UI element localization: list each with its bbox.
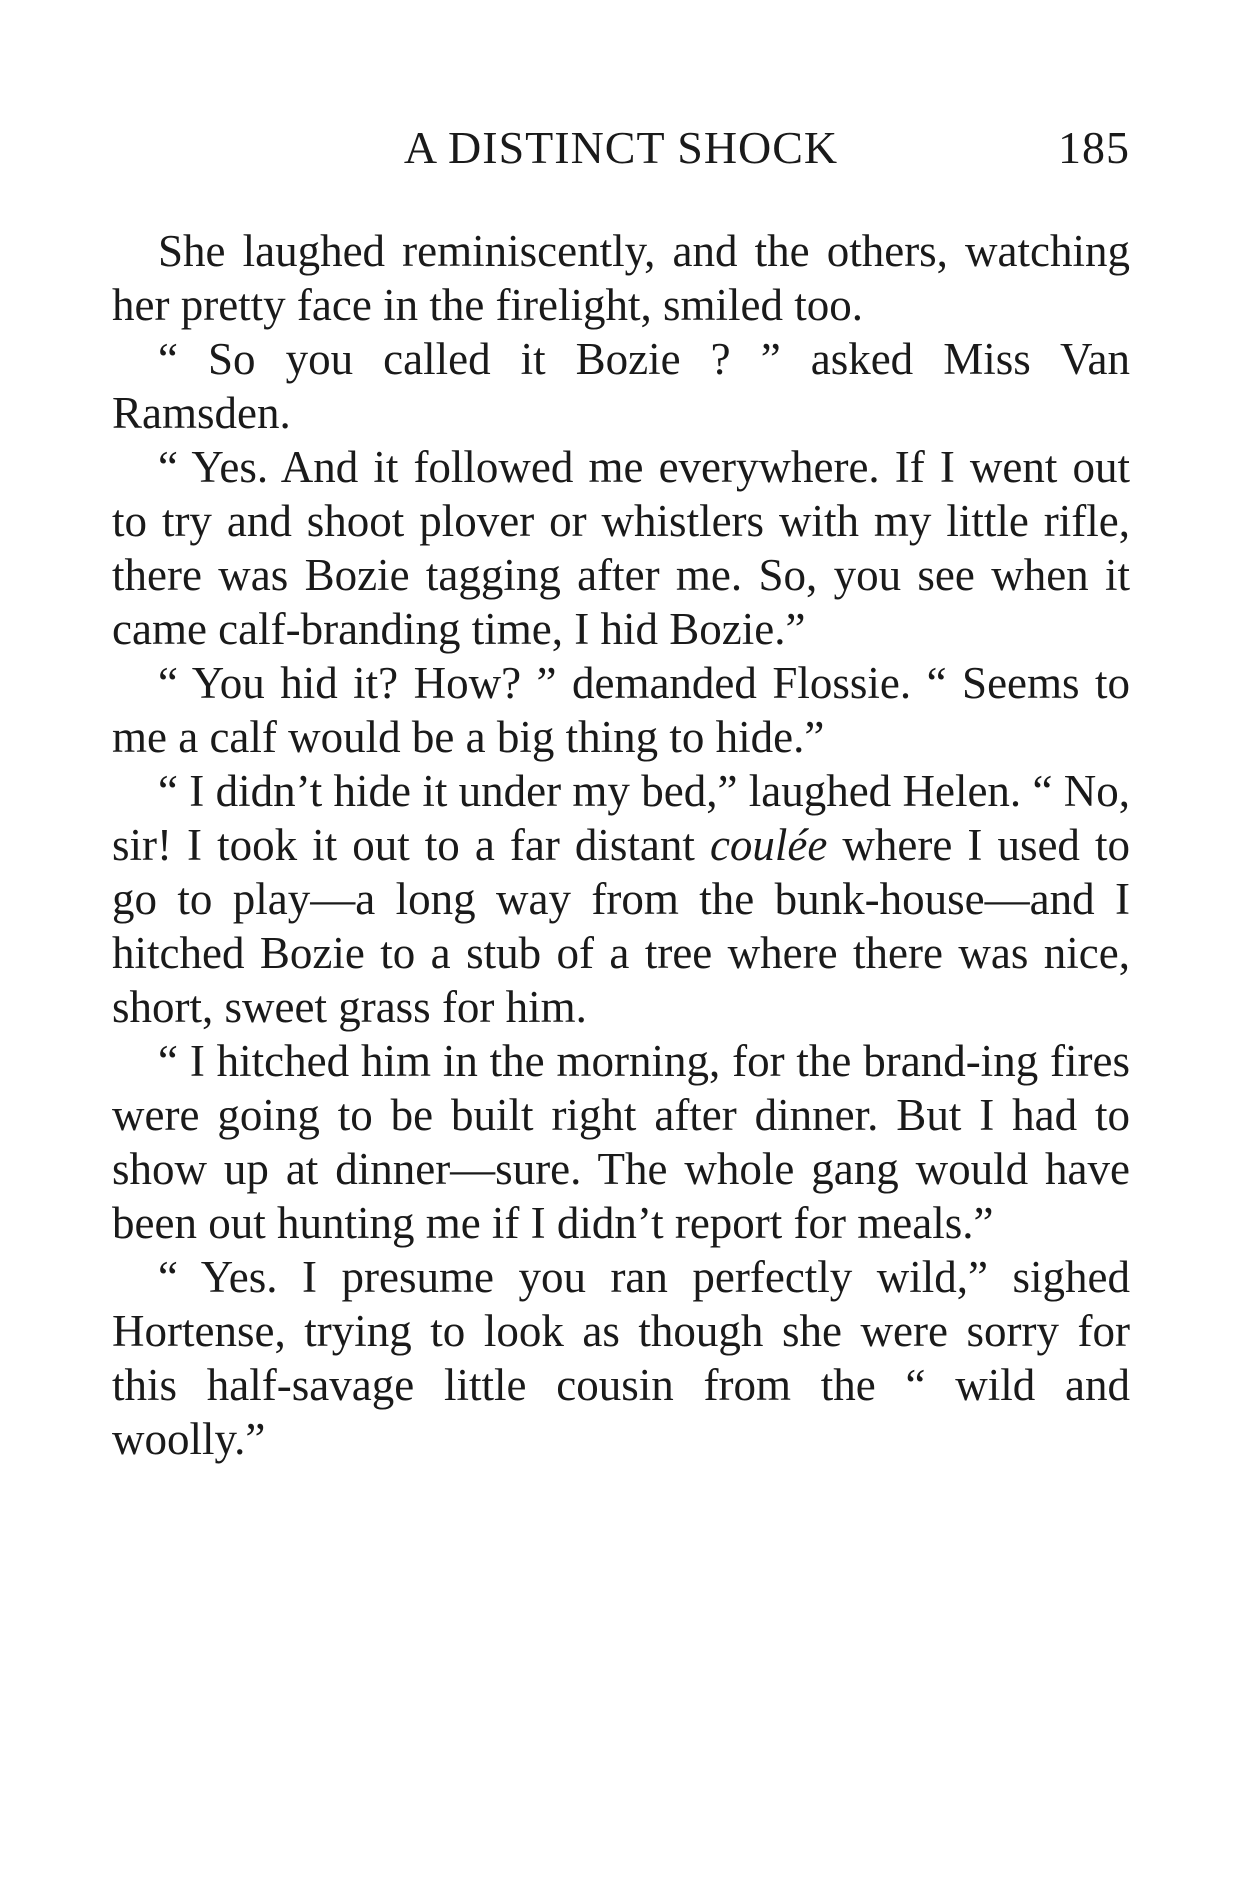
body-text <box>112 224 1130 1466</box>
page-number: 185 <box>1058 122 1130 173</box>
paragraph-5-text-after: where I used to go to play—a long way from the bunk-house—and I hitched Bozie to a stub of a tree where there was nice, short, sweet grass for him. <box>112 820 1130 1032</box>
paragraph-1: She laughed reminiscently, and the others, watching her pretty face in the firelight, smiled too. <box>112 226 1130 330</box>
paragraph-3: “ Yes. And it followed me everywhere. If I went out to try and shoot plover or whistlers with my little rifle, there was Bozie tagging after me. So, you see when it came calf-branding time, I hid Bozie.” <box>112 442 1130 654</box>
paragraph-2: “ So you called it Bozie ? ” asked Miss Van Ramsden. <box>112 334 1130 438</box>
paragraph-6: “ I hitched him in the morning, for the brand-ing fires were going to be built right after dinner. But I had to show up at dinner—sure. The whole gang would have been out hunting me if I didn’t report for meals.” <box>112 1036 1130 1248</box>
running-title: A DISTINCT SHOCK <box>403 122 839 173</box>
paragraph-5-italic-word: coulée <box>709 820 828 870</box>
paragraph-4: “ You hid it? How? ” demanded Flossie. “ Seems to me a calf would be a big thing to hide.” <box>112 658 1130 762</box>
running-head <box>112 118 1130 178</box>
paragraph-5-text-before: “ I didn’t hide it under my bed,” laughed Helen. “ No, sir! I took it out to a far distant <box>112 766 1130 870</box>
paragraph-7: “ Yes. I presume you ran perfectly wild,” sighed Hortense, trying to look as though she were sorry for this half-savage little cousin from the “ wild and woolly.” <box>112 1252 1130 1464</box>
paragraph-5 <box>112 764 1130 1034</box>
